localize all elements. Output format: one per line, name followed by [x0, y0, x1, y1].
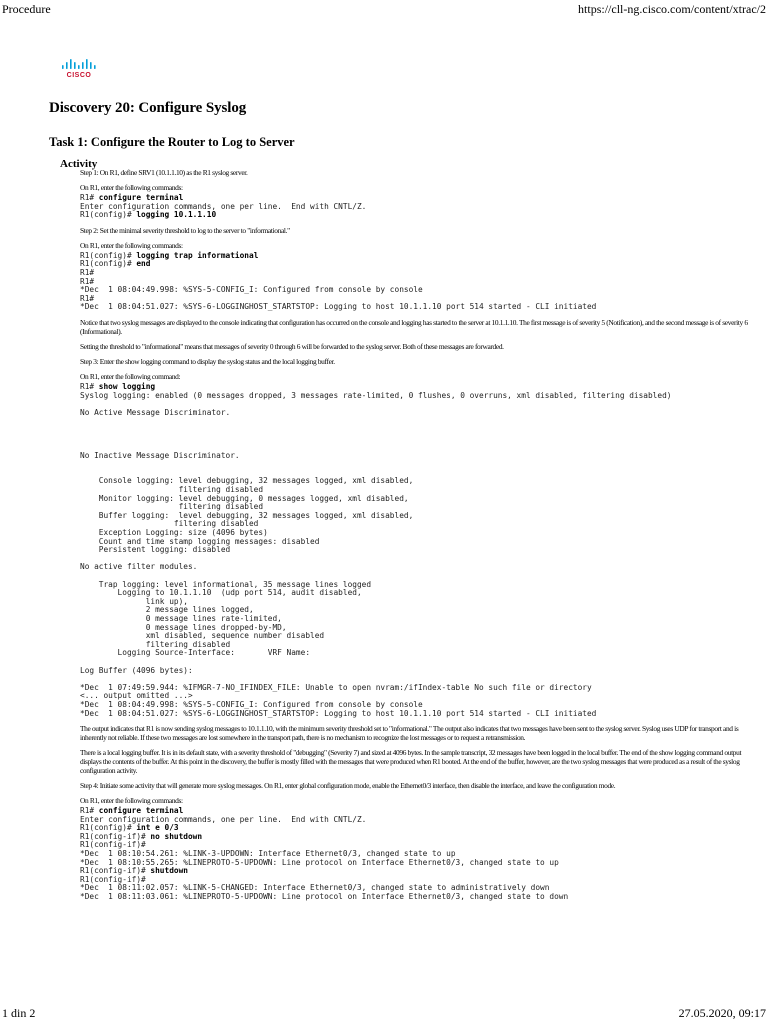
cli-prompt-text: R1# [80, 267, 95, 277]
cli-prompt-text: R1# [80, 806, 99, 816]
paragraph: On R1, enter the following commands: [80, 183, 183, 192]
cli-line [80, 666, 193, 675]
cli-prompt-text: Enter configuration commands, one per line. End with CNTL/Z. [80, 201, 367, 211]
activity-heading: Activity [60, 158, 98, 170]
cli-prompt-text: No active filter modules. [80, 562, 198, 572]
paragraph: Setting the threshold to "informational" means that messages of severity 0 through 6 will be forwarded to the syslog server. Both of these messages are forwarded. [80, 341, 504, 351]
cli-line [80, 408, 230, 417]
document-header [49, 100, 749, 176]
cli-prompt-text: *Dec 1 08:10:54.261: %LINK-3-UPDOWN: Interface Ethernet0/3, changed state to up [80, 849, 456, 859]
paragraph: There is a local logging buffer. It is in its default state, with a severity threshold of "debugging" (Severity 7) and sized at 4096 bytes. In the sample transcript, 32 messages have been logged in the local buffer. The end of the show logging command output displays the contents of the buffer. At this point in the discovery, the buffer is mostly filled with the messages that were produced when R1 booted. At the end of the buffer, however, are the two syslog messages that were produced as a result of the syslog configuration activity. [80, 748, 742, 776]
cli-prompt-text: *Dec 1 07:49:59.944: %IFMGR-7-NO_IFINDEX_FILE: Unable to open nvram:/ifIndex-table No such file or directory [80, 682, 592, 692]
cli-prompt-text: *Dec 1 08:11:03.061: %LINEPROTO-5-UPDOWN: Line protocol on Interface Ethernet0/3, changed state to down [80, 892, 569, 902]
cli-prompt-text: Trap logging: level informational, 35 message lines logged [80, 579, 372, 589]
cli-prompt-text: Log Buffer (4096 bytes): [80, 665, 193, 675]
cli-prompt-text: Count and time stamp logging messages: disabled [80, 536, 320, 546]
cli-prompt-text: R1# [80, 381, 99, 391]
document-body [80, 168, 752, 908]
print-footer-page: 1 din 2 [2, 1006, 36, 1020]
paragraph: Notice that two syslog messages are displayed to the console indicating that configuration has occurred on the console and logging has started to the server at 10.1.1.10. The first message is of severity 5 (Notification), and the second message is of severity 6 (Informational). [80, 317, 748, 336]
cisco-logo [60, 58, 98, 82]
cli-line [80, 545, 230, 554]
cli-prompt-text: R1(config-if)# [80, 866, 151, 876]
cli-line [80, 302, 596, 311]
cli-prompt-text: filtering disabled [80, 639, 231, 649]
paragraph: On R1, enter the following command: [80, 371, 181, 381]
cli-command: configure terminal [98, 193, 184, 202]
cli-line [80, 210, 216, 219]
print-header-title: Procedure [2, 2, 51, 16]
cli-code-block [80, 383, 752, 718]
cli-prompt-text: Console logging: level debugging, 32 messages logged, xml disabled, [80, 476, 414, 486]
cisco-logo-text: CISCO [66, 72, 92, 79]
cli-prompt-text: R1(config)# [80, 259, 137, 269]
print-footer-datetime: 27.05.2020, 09:17 [678, 1006, 766, 1020]
cli-prompt-text: R1(config)# [80, 250, 137, 260]
cisco-bridge-icon [60, 58, 98, 72]
cli-prompt-text: R1(config)# [80, 823, 137, 833]
cli-line [80, 709, 596, 718]
cli-prompt-text: 0 message lines dropped-by-MD, [80, 622, 287, 632]
cli-line [80, 562, 197, 571]
paragraph: The output indicates that R1 is now sending syslog messages to 10.1.1.10, with the minimum severity threshold set to "informational." The output also indicates that two messages have been sent to the syslog server. Syslog uses UDP for transport and is inherently not reliable. If these two messages are lost somewhere in the transport path, there is no mechanism to recognize the lost messages or to request a retransmission. [80, 724, 739, 743]
cli-prompt-text: Exception Logging: size (4096 bytes) [80, 528, 268, 538]
cli-prompt-text: Buffer logging: level debugging, 32 messages logged, xml disabled, [80, 510, 414, 520]
cli-line [80, 391, 671, 400]
cli-command: int e 0/3 [136, 823, 179, 833]
cli-prompt-text: R1# [80, 193, 99, 202]
cli-prompt-text: *Dec 1 08:10:55.265: %LINEPROTO-5-UPDOWN: Line protocol on Interface Ethernet0/3, changed state to up [80, 857, 559, 867]
paragraph: On R1, enter the following commands: [80, 796, 183, 806]
cli-prompt-text: Syslog logging: enabled (0 messages dropped, 3 messages rate-limited, 0 flushes, 0 overruns, xml disabled, filtering disabled) [80, 390, 672, 400]
cli-prompt-text: No Inactive Message Discriminator. [80, 450, 240, 460]
cli-prompt-text: filtering disabled [80, 519, 259, 529]
cli-command: no shutdown [150, 831, 203, 841]
cli-prompt-text: link up), [80, 596, 188, 606]
cli-prompt-text: Monitor logging: level debugging, 0 messages logged, xml disabled, [80, 493, 409, 503]
cli-prompt-text: Logging Source-Interface: VRF Name: [80, 648, 311, 658]
cli-prompt-text: 2 message lines logged, [80, 605, 254, 615]
cli-prompt-text: R1(config-if)# [80, 831, 151, 841]
cli-code-block [80, 252, 752, 312]
paragraph: Step 2: Set the minimal severity threshold to log to the server to "informational." [80, 225, 290, 235]
cli-prompt-text: R1# [80, 276, 95, 286]
print-header-url: https://cll-ng.cisco.com/content/xtrac/2 [578, 2, 766, 16]
paragraph: Step 3: Enter the show logging command to display the syslog status and the local logging buffer. [80, 356, 335, 366]
cli-prompt-text: No Active Message Discriminator. [80, 407, 231, 417]
cli-prompt-text: xml disabled, sequence number disabled [80, 631, 325, 641]
cli-prompt-text: *Dec 1 08:04:49.998: %SYS-5-CONFIG_I: Configured from console by console [80, 285, 423, 295]
cli-prompt-text: <... output omitted ...> [80, 691, 193, 701]
cli-prompt-text: *Dec 1 08:04:51.027: %SYS-6-LOGGINGHOST_STARTSTOP: Logging to host 10.1.1.10 port 514 started - CLI initiated [80, 302, 597, 312]
paragraph: Step 4: Initiate some activity that will generate more syslog messages. On R1, enter global configuration mode, enable the Ethernet0/3 interface, then disable the interface, and leave the configuration mode. [80, 781, 616, 791]
cli-prompt-text: Enter configuration commands, one per line. End with CNTL/Z. [80, 814, 367, 824]
cli-command: configure terminal [98, 806, 184, 816]
cli-prompt-text: *Dec 1 08:11:02.057: %LINK-5-CHANGED: Interface Ethernet0/3, changed state to administratively down [80, 883, 550, 893]
cli-command: logging trap informational [136, 250, 259, 260]
cli-command: logging 10.1.1.10 [136, 210, 217, 220]
cli-line [80, 451, 240, 460]
cli-prompt-text: *Dec 1 08:04:51.027: %SYS-6-LOGGINGHOST_STARTSTOP: Logging to host 10.1.1.10 port 514 started - CLI initiated [80, 708, 597, 718]
cli-line [80, 892, 568, 901]
cli-prompt-text: R1(config-if)# [80, 840, 146, 850]
cli-prompt-text: Persistent logging: disabled [80, 545, 231, 555]
cli-prompt-text: R1(config-if)# [80, 874, 146, 884]
cli-prompt-text: *Dec 1 08:04:49.998: %SYS-5-CONFIG_I: Configured from console by console [80, 699, 423, 709]
cli-prompt-text: 0 message lines rate-limited, [80, 613, 282, 623]
cli-line [80, 648, 310, 657]
cli-command: end [136, 259, 151, 269]
cli-prompt-text: filtering disabled [80, 502, 264, 512]
page-title: Discovery 20: Configure Syslog [49, 100, 247, 116]
cli-line [80, 285, 423, 294]
paragraph: Step 1: On R1, define SRV1 (10.1.1.10) as the R1 syslog server. [80, 168, 248, 177]
paragraph: On R1, enter the following commands: [80, 240, 183, 250]
cli-command: shutdown [150, 866, 188, 876]
cli-prompt-text: Logging to 10.1.1.10 (udp port 514, audit disabled, [80, 588, 362, 598]
cli-prompt-text: R1(config)# [80, 210, 137, 220]
cli-code-block [80, 194, 752, 220]
cli-prompt-text: R1# [80, 293, 95, 303]
cli-prompt-text: filtering disabled [80, 485, 264, 495]
cli-command: show logging [98, 381, 156, 391]
task-title: Task 1: Configure the Router to Log to Server [49, 135, 295, 149]
cli-code-block [80, 807, 752, 902]
